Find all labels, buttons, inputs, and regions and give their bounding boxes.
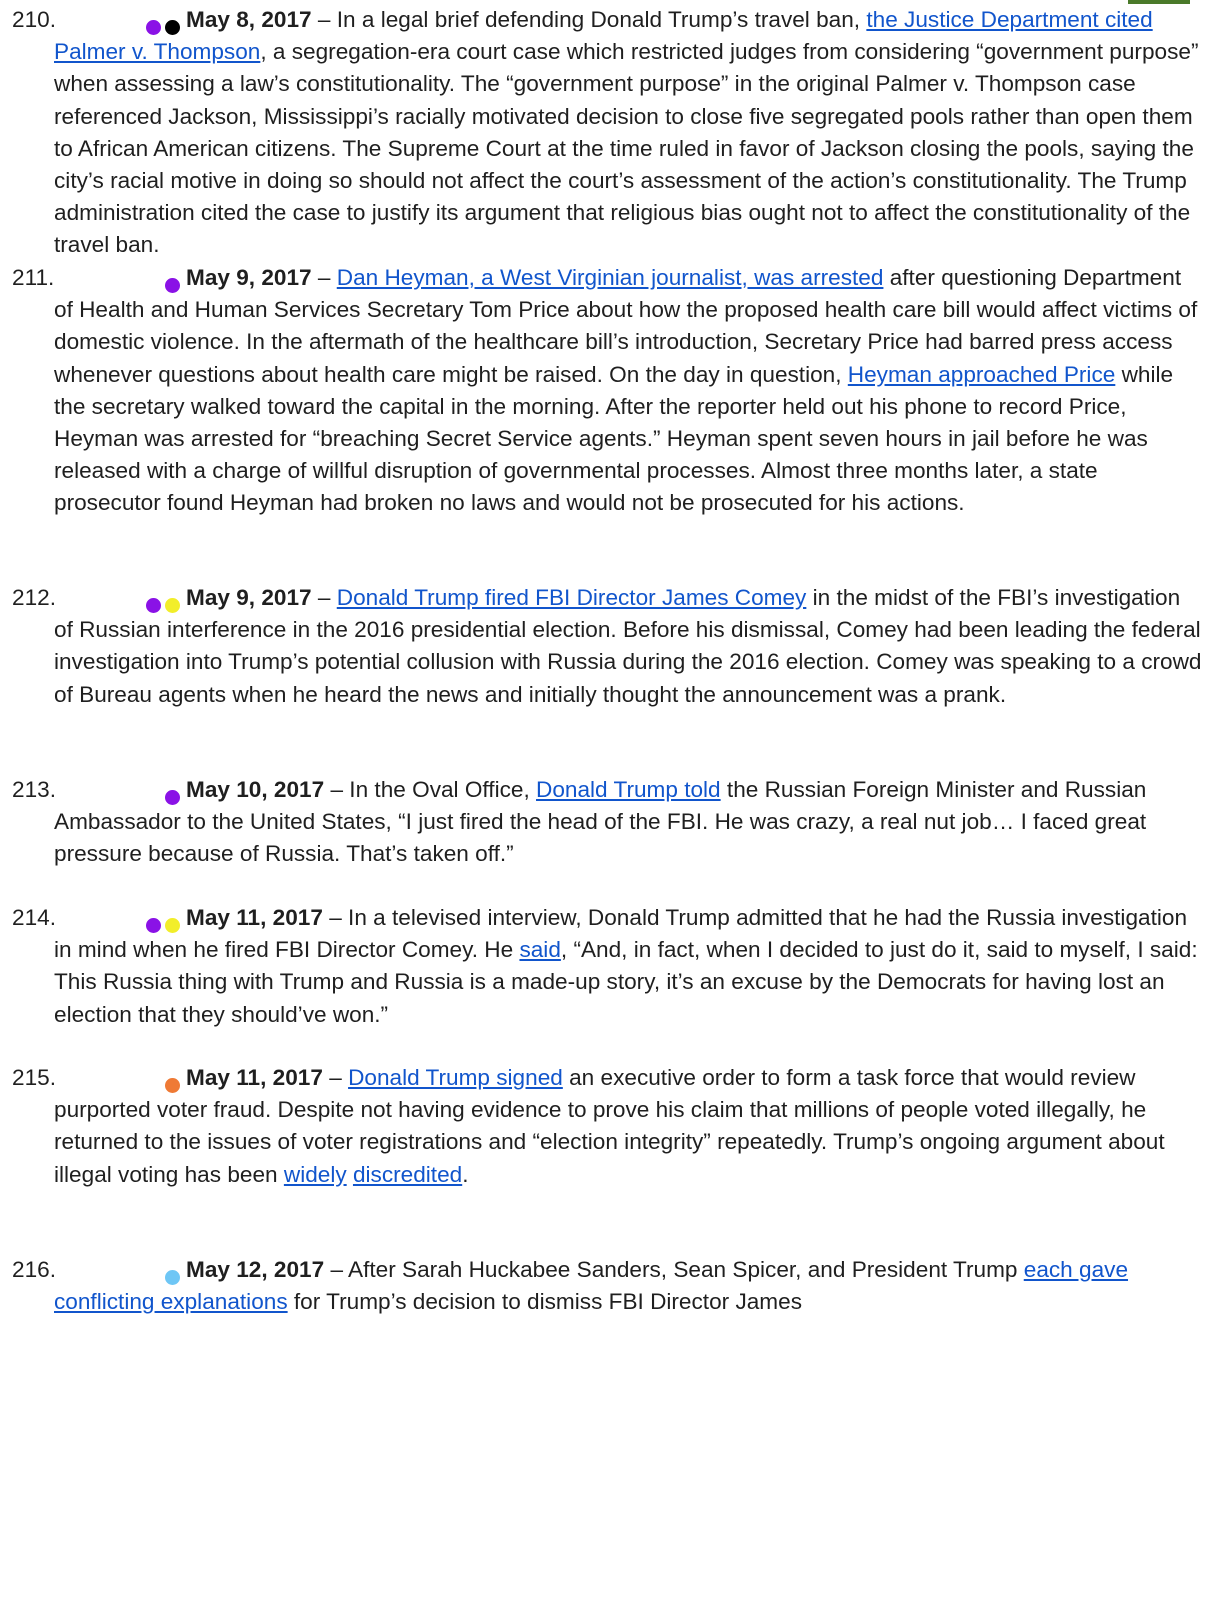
source-link[interactable]: discredited — [352, 1161, 463, 1187]
entry-text: an executive order to form a task force that would review purported voter fraud. Despite not having evidence to prove his claim that millions of people voted illegally, he returned to the issues of voter registrations and “election integrity” repeatedly. Trump’s ongoing argument about illegal voting has been — [54, 1065, 1165, 1187]
entry-body — [54, 582, 1202, 711]
timeline-entry — [0, 902, 1220, 1031]
entry-date: May 10, 2017 — [186, 777, 325, 802]
entry-number: 216. — [12, 1257, 56, 1282]
purple-dot-icon — [146, 918, 161, 933]
entry-date: May 11, 2017 — [186, 905, 323, 930]
entry-text: – In the Oval Office, — [324, 777, 537, 802]
entry-text: – — [322, 1065, 349, 1090]
source-link[interactable]: Donald Trump signed — [348, 1065, 563, 1090]
purple-dot-icon — [165, 790, 180, 805]
entry-text: – — [311, 585, 337, 610]
timeline-entry — [0, 1254, 1220, 1318]
timeline-entry — [0, 774, 1220, 871]
entry-number: 213. — [12, 777, 56, 802]
category-dots-wrap — [142, 908, 180, 940]
entry-date: May 9, 2017 — [186, 265, 312, 290]
entry-number: 212. — [12, 585, 56, 610]
timeline-entry — [0, 262, 1220, 520]
entry-body — [54, 262, 1202, 520]
source-link[interactable]: Donald Trump fired FBI Director James Comey — [336, 585, 807, 610]
entry-body — [54, 1062, 1202, 1191]
entry-date: May 12, 2017 — [186, 1257, 325, 1282]
category-dots-wrap — [161, 1068, 180, 1100]
category-dots-wrap — [161, 780, 180, 812]
entry-text: – In a televised interview, Donald Trump admitted that he had the Russia investigation in mind when he fired FBI Director Comey. He — [54, 905, 1188, 963]
entry-number: 211. — [12, 265, 55, 290]
source-link[interactable]: said — [519, 937, 561, 963]
entry-number: 215. — [12, 1065, 56, 1090]
source-link[interactable]: Dan Heyman, a West Virginian journalist, was arrested — [336, 265, 884, 290]
entry-date: May 9, 2017 — [186, 585, 312, 610]
lightblue-dot-icon — [165, 1270, 180, 1285]
purple-dot-icon — [146, 20, 161, 35]
entry-text: – — [311, 265, 337, 290]
entry-text: . — [462, 1161, 469, 1187]
yellow-dot-icon — [165, 918, 180, 933]
entry-number: 214. — [12, 905, 56, 930]
entry-text: in the midst of the FBI’s investigation of Russian interference in the 2016 presidential election. Before his dismissal, Comey had been leading the federal investigation into Trump’s potential collusion with Russia during the 2016 election. Comey was speaking to a crowd of Bureau agents when he heard the news and initially thought the announcement was a prank. — [54, 585, 1202, 707]
entry-text: for Trump’s decision to dismiss FBI Director James — [287, 1289, 802, 1315]
orange-dot-icon — [165, 1078, 180, 1093]
entry-text: – After Sarah Huckabee Sanders, Sean Spicer, and President Trump — [324, 1257, 1024, 1282]
entry-body — [54, 902, 1202, 1031]
source-link[interactable]: Heyman approached Price — [847, 361, 1116, 387]
entry-text: , a segregation-era court case which restricted judges from considering “government purpose” when assessing a law’s constitutionality. The “government purpose” in the original Palmer v. Thompson case referenced Jackson, Mississippi’s racially motivated decision to close five segregated pools rather than open them to African American citizens. The Supreme Court at the time ruled in favor of Jackson closing the pools, saying the city’s racial motive in doing so should not affect the court’s assessment of the action’s constitutionality. The Trump administration cited the case to justify its argument that religious bias ought not to affect the constitutionality of the travel ban. — [54, 39, 1199, 258]
entry-date: May 11, 2017 — [186, 1065, 323, 1090]
entry-number: 210. — [12, 7, 56, 32]
entry-body — [54, 774, 1202, 871]
timeline-entry — [0, 4, 1220, 262]
entry-body — [54, 4, 1202, 262]
category-dots-wrap — [142, 588, 180, 620]
black-dot-icon — [165, 20, 180, 35]
entry-date: May 8, 2017 — [186, 7, 312, 32]
timeline-entry — [0, 582, 1220, 711]
source-link[interactable]: widely — [283, 1161, 347, 1187]
category-dots-wrap — [161, 1260, 180, 1292]
category-dots-wrap — [161, 268, 180, 300]
entry-text: while the secretary walked toward the capital in the morning. After the reporter held out his phone to record Price, Heyman was arrested for “breaching Secret Service agents.” Heyman spent seven hours in jail before he was released with a charge of willful disruption of governmental processes. Almost three months later, a state prosecutor found Heyman had broken no laws and would not be prosecuted for his actions. — [54, 361, 1174, 516]
source-link[interactable]: the Justice Department cited Palmer v. Thompson — [54, 7, 1153, 65]
purple-dot-icon — [146, 598, 161, 613]
entry-text: after questioning Department of Health and Human Services Secretary Tom Price about how the proposed health care bill would affect victims of domestic violence. In the aftermath of the healthcare bill’s introduction, Secretary Price had barred press access whenever questions about health care might be raised. On the day in question, — [54, 265, 1198, 387]
category-dots-wrap — [142, 10, 180, 42]
entry-body — [54, 1254, 1202, 1318]
entry-text: , “And, in fact, when I decided to just do it, said to myself, I said: This Russia thing with Trump and Russia is a made-up story, it’s an excuse by the Democrats for having lost an election that they should’ve won.” — [54, 937, 1198, 1027]
yellow-dot-icon — [165, 598, 180, 613]
entry-text: the Russian Foreign Minister and Russian Ambassador to the United States, “I just fired the head of the FBI. He was crazy, a real nut job… I faced great pressure because of Russia. That’s taken off.” — [54, 777, 1147, 867]
source-link[interactable]: each gave conflicting explanations — [54, 1257, 1129, 1315]
source-link[interactable]: Donald Trump told — [536, 777, 721, 802]
purple-dot-icon — [165, 278, 180, 293]
entry-text: – In a legal brief defending Donald Trump’s travel ban, — [311, 7, 867, 32]
timeline-entry — [0, 1062, 1220, 1191]
